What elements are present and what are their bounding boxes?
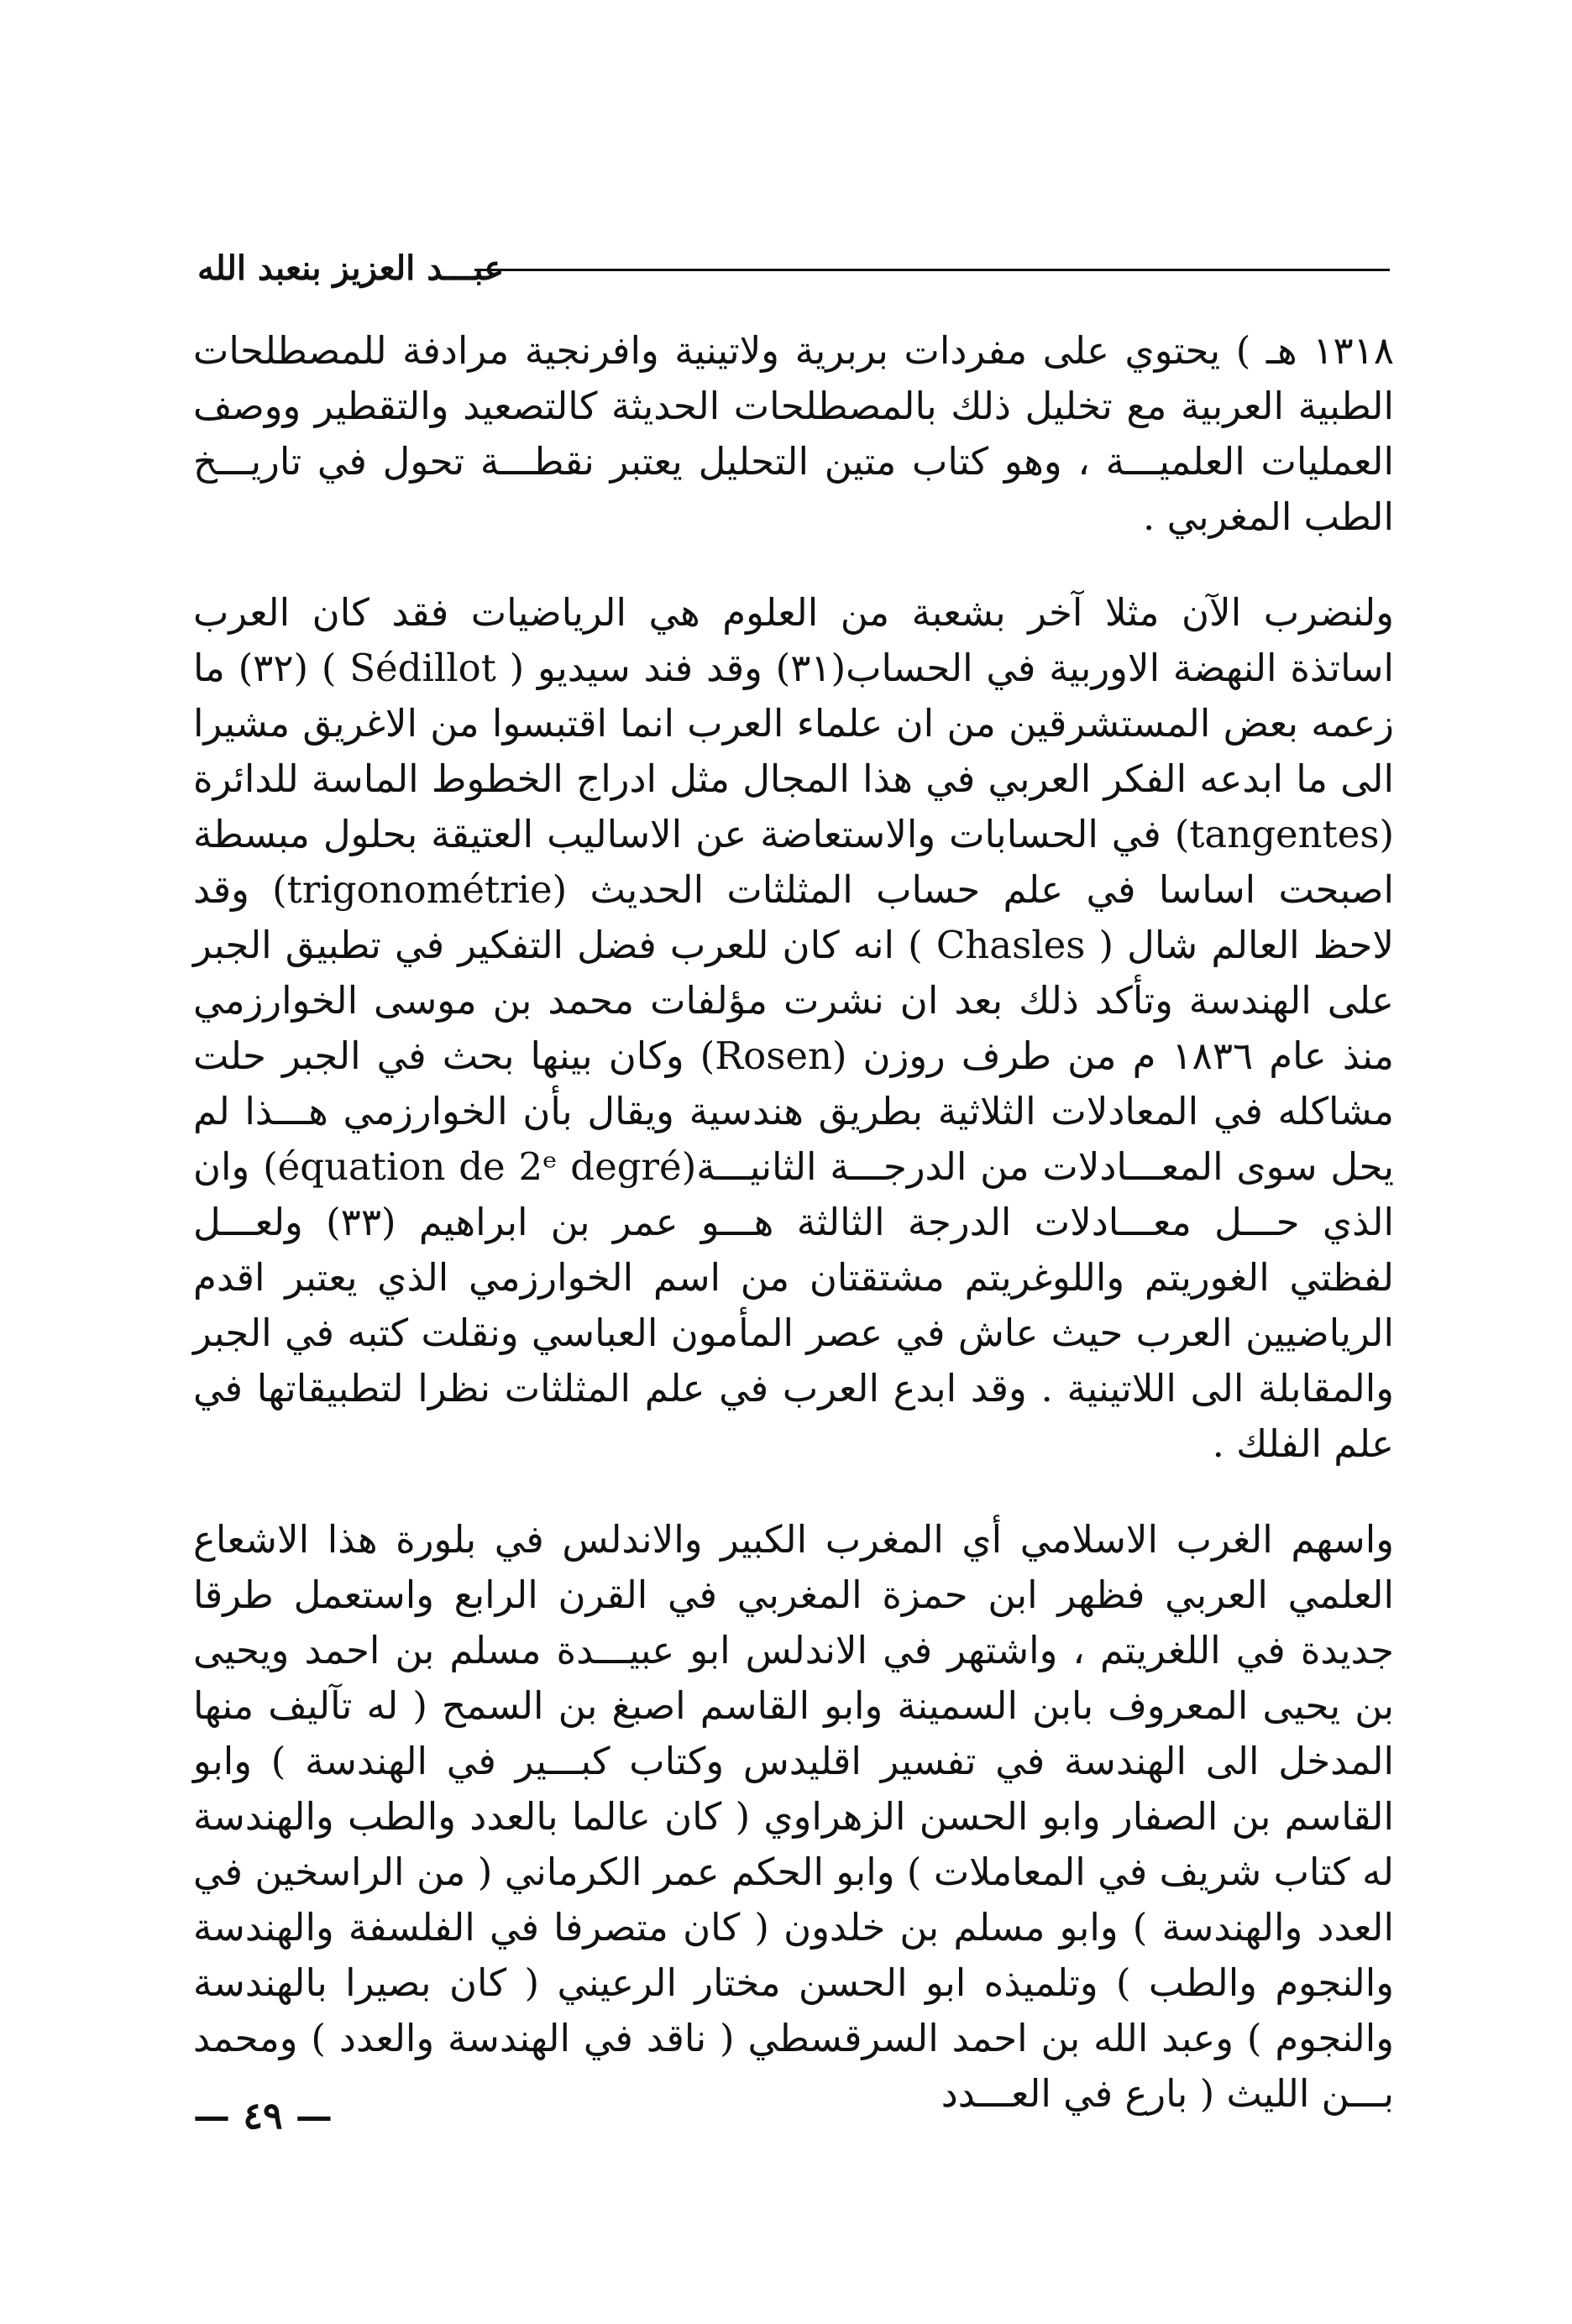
paragraph: ١٣١٨ هـ ) يحتوي على مفردات بربرية ولاتينية وافرنجية مرادفة للمصطلحات الطبية العربية مع تخليل ذلك بالمصطلحات الحديثة كالتصعيد والتقطير ووصف العمليات العلميـــة ، وهو كتاب متين التحليل يعتبر نقطـــة تحول في تاريـــخ الطب المغربي .	[193, 328, 1394, 539]
paragraph: واسهم الغرب الاسلامي أي المغرب الكبير والاندلس في بلورة هذا الاشعاع العلمي العربي فظهر ابن حمزة المغربي في القرن الرابع واستعمل طرقا جديدة في اللغريتم ، واشتهر في الاندلس ابو عبيـــدة مسلم بن احمد ويحيى بن يحيى المعروف بابن السمينة وابو القاسم اصبغ بن السمح ( له تآليف منها المدخل الى الهندسة في تفسير اقليدس وكتاب كبـــير في الهندسة ) وابو القاسم بن الصفار وابو الحسن الزهراوي ( كان عالما بالعدد والطب والهندسة له كتاب شريف في المعاملات ) وابو الحكم عمر الكرماني ( من الراسخين في العدد والهندسة ) وابو مسلم بن خلدون ( كان متصرفا في الفلسفة والهندسة والنجوم والطب ) وتلميذه ابو الحسن مختار الرعيني ( كان بصيرا بالهندسة والنجوم ) وعبد الله بن احمد السرقسطي ( ناقد في الهندسة والعدد ) ومحمد بـــن الليث ( بارع في العـــدد	[193, 1517, 1394, 2116]
header-rule	[474, 269, 1390, 271]
running-header	[197, 243, 1390, 294]
page-number: — ٤٩ —	[193, 2095, 333, 2138]
body-text	[193, 323, 1394, 2122]
paragraph: ولنضرب الآن مثلا آخر بشعبة من العلوم هي الرياضيات فقد كان العرب اساتذة النهضة الاوربية في الحساب(٣١) وقد فند سيديو ( Sédillot ) (٣٢) ما زعمه بعض المستشرقين من ان علماء العرب انما اقتبسوا من الاغريق مشيرا الى ما ابدعه الفكر العربي في هذا المجال مثل ادراج الخطوط الماسة للدائرة (tangentes) في الحسابات والاستعاضة عن الاساليب العتيقة بحلول مبسطة اصبحت اساسا في علم حساب المثلثات الحديث (trigonométrie) وقد لاحظ العالم شال ( Chasles ) انه كان للعرب فضل التفكير في تطبيق الجبر على الهندسة وتأكد ذلك بعد ان نشرت مؤلفات محمد بن موسى الخوارزمي منذ عام ١٨٣٦ م من طرف روزن (Rosen) وكان بينها بحث في الجبر حلت مشاكله في المعادلات الثلاثية بطريق هندسية ويقال بأن الخوارزمي هـــذا لم يحل سوى المعـــادلات من الدرجـــة الثانيـــة(équation de 2ᵉ degré) وان الذي حـــل معـــادلات الدرجة الثالثة هـــو عمر بن ابراهيم (٣٣) ولعـــل لفظتي الغوريتم واللوغريتم مشتقتان من اسم الخوارزمي الذي يعتبر اقدم الرياضيين العرب حيث عاش في عصر المأمون العباسي ونقلت كتبه في الجبر والمقابلة الى اللاتينية . وقد ابدع العرب في علم المثلثات نظرا لتطبيقاتها في علم الفلك .	[193, 590, 1395, 1466]
author-name: عبـــد العزيز بنعبد الله	[197, 249, 505, 288]
